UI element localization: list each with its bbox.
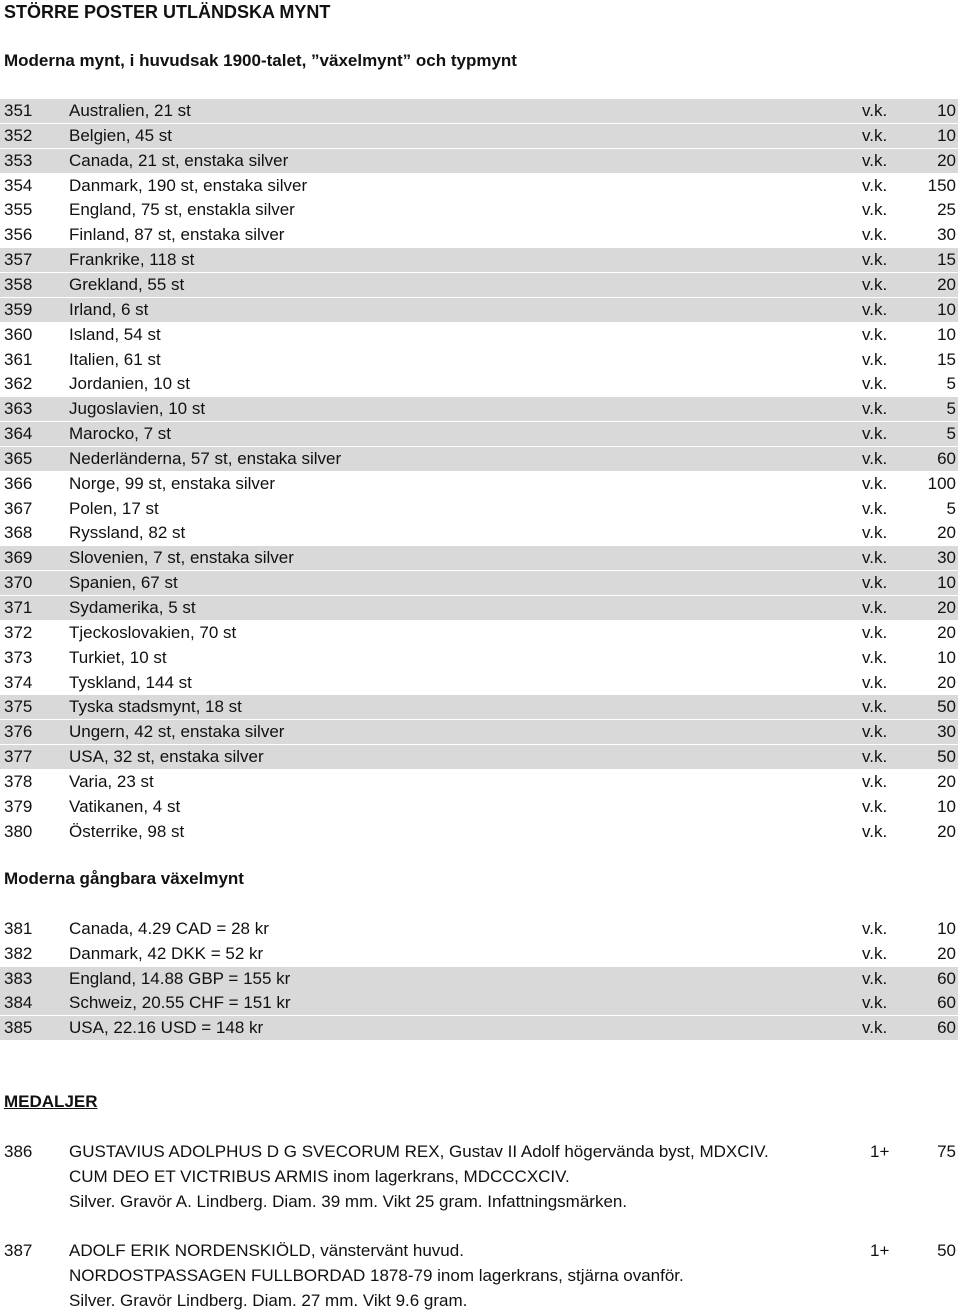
- lot-value: 10: [937, 796, 956, 816]
- medal-lot: [0, 1139, 958, 1214]
- lot-value: 150: [927, 175, 956, 195]
- lot-row: [0, 472, 958, 496]
- lot-value: 20: [937, 274, 956, 294]
- lot-number: 366: [4, 473, 33, 493]
- lot-grade: v.k.: [862, 498, 888, 518]
- lot-number: 365: [4, 448, 33, 468]
- section-title-modern-coins: Moderna mynt, i huvudsak 1900-talet, ”växelmynt” och typmynt: [4, 51, 517, 70]
- description-line: ADOLF ERIK NORDENSKIÖLD, vänstervänt huvud.: [69, 1241, 464, 1260]
- lot-grade: v.k.: [862, 943, 888, 963]
- lot-value: 20: [937, 943, 956, 963]
- description-line: GUSTAVIUS ADOLPHUS D G SVECORUM REX, Gustav II Adolf högervända byst, MDXCIV.: [69, 1142, 769, 1161]
- lot-row: [0, 720, 958, 744]
- lot-value: 30: [937, 548, 956, 568]
- lot-value: 100: [927, 473, 956, 493]
- lot-description: Australien, 21 st: [69, 101, 191, 120]
- lot-description: Jordanien, 10 st: [69, 374, 190, 394]
- lot-row: [0, 770, 958, 794]
- lot-row: [0, 223, 958, 247]
- lot-grade: v.k.: [862, 101, 888, 120]
- lot-row: [0, 348, 958, 372]
- lot-row: [0, 149, 958, 173]
- lot-description: Polen, 17 st: [69, 498, 159, 518]
- lot-row: [0, 497, 958, 521]
- lot-description: Tyska stadsmynt, 18 st: [69, 697, 242, 717]
- lot-grade: v.k.: [862, 250, 888, 270]
- lot-number: 383: [4, 968, 33, 988]
- lot-description: Tyskland, 144 st: [69, 672, 192, 692]
- lot-description: Jugoslavien, 10 st: [69, 399, 206, 419]
- lot-row: [0, 917, 958, 941]
- lot-row: [0, 323, 958, 347]
- lot-grade: v.k.: [862, 299, 888, 319]
- lot-number: 354: [4, 175, 33, 195]
- lot-value: 50: [937, 747, 956, 767]
- lot-grade: v.k.: [862, 1018, 888, 1038]
- lot-grade: v.k.: [862, 771, 888, 791]
- lot-grade: v.k.: [862, 274, 888, 294]
- lot-number: 376: [4, 722, 33, 742]
- lot-value: 60: [937, 968, 956, 988]
- lot-number: 363: [4, 399, 33, 419]
- lot-description: Vatikanen, 4 st: [69, 796, 181, 816]
- lot-value: 20: [937, 150, 956, 170]
- lot-grade: v.k.: [862, 399, 888, 419]
- lot-row: [0, 991, 958, 1015]
- lot-description: Italien, 61 st: [69, 349, 161, 369]
- lot-description: England, 14.88 GBP = 155 kr: [69, 968, 291, 988]
- lot-number: 384: [4, 993, 33, 1013]
- lot-number: 368: [4, 523, 33, 543]
- description-line: Silver. Gravör A. Lindberg. Diam. 39 mm. Vikt 25 gram. Infattningsmärken.: [69, 1192, 628, 1211]
- lot-value: 75: [937, 1142, 956, 1161]
- lot-number: 358: [4, 274, 33, 294]
- lot-description: Island, 54 st: [69, 324, 161, 344]
- lot-number: 379: [4, 796, 33, 816]
- lot-grade: v.k.: [862, 672, 888, 692]
- lot-row: [0, 273, 958, 297]
- lot-row: [0, 596, 958, 620]
- lot-value: 5: [946, 424, 956, 444]
- lot-row: [0, 397, 958, 421]
- lot-row: [0, 646, 958, 670]
- lot-number: 355: [4, 200, 33, 220]
- lot-number: 359: [4, 299, 33, 319]
- section-title-medals: MEDALJER: [4, 1092, 98, 1111]
- lot-row: [0, 621, 958, 645]
- section-title-circulating-coins: Moderna gångbara växelmynt: [4, 869, 244, 888]
- lot-grade: v.k.: [862, 821, 888, 841]
- lot-row: [0, 671, 958, 695]
- lot-grade: v.k.: [862, 747, 888, 767]
- lot-value: 20: [937, 672, 956, 692]
- lot-row: [0, 124, 958, 148]
- lot-grade: v.k.: [862, 548, 888, 568]
- lot-value: 10: [937, 919, 956, 938]
- lot-description: Tjeckoslovakien, 70 st: [69, 622, 237, 642]
- lot-description: Varia, 23 st: [69, 771, 154, 791]
- lot-row: [0, 198, 958, 222]
- lot-value: 25: [937, 200, 956, 220]
- lot-grade: v.k.: [862, 523, 888, 543]
- lot-description: Belgien, 45 st: [69, 125, 173, 145]
- lot-value: 20: [937, 771, 956, 791]
- lot-number: 373: [4, 647, 33, 667]
- lot-grade: v.k.: [862, 993, 888, 1013]
- lot-number: 352: [4, 125, 33, 145]
- lot-description: USA, 32 st, enstaka silver: [69, 747, 264, 767]
- lot-grade: v.k.: [862, 968, 888, 988]
- lot-number: 381: [4, 919, 33, 938]
- lot-number: 357: [4, 250, 33, 270]
- lot-number: 364: [4, 424, 33, 444]
- lot-grade: v.k.: [862, 796, 888, 816]
- description-line: CUM DEO ET VICTRIBUS ARMIS inom lagerkrans, MDCCCXCIV.: [69, 1167, 570, 1186]
- lot-description: USA, 22.16 USD = 148 kr: [69, 1018, 264, 1038]
- lot-grade: v.k.: [862, 697, 888, 717]
- lot-number: 369: [4, 548, 33, 568]
- lot-description: Frankrike, 118 st: [69, 250, 195, 270]
- lot-value: 20: [937, 598, 956, 617]
- lot-value: 15: [937, 349, 956, 369]
- lot-description: Danmark, 190 st, enstaka silver: [69, 175, 308, 195]
- lot-number: 351: [4, 101, 33, 120]
- lot-grade: v.k.: [862, 225, 888, 245]
- lot-number: 387: [4, 1241, 33, 1260]
- lot-description: Irland, 6 st: [69, 299, 149, 319]
- lot-row: [0, 795, 958, 819]
- lot-number: 356: [4, 225, 33, 245]
- lot-number: 380: [4, 821, 33, 841]
- lot-description: Canada, 21 st, enstaka silver: [69, 150, 289, 170]
- lot-value: 10: [937, 647, 956, 667]
- lot-description: Canada, 4.29 CAD = 28 kr: [69, 919, 269, 938]
- medal-lot: [0, 1238, 958, 1313]
- lot-value: 15: [937, 250, 956, 270]
- lot-description: Danmark, 42 DKK = 52 kr: [69, 943, 264, 963]
- lot-row: [0, 1016, 958, 1040]
- lot-grade: v.k.: [862, 722, 888, 742]
- lot-number: 372: [4, 622, 33, 642]
- lot-description: Sydamerika, 5 st: [69, 598, 196, 617]
- lot-row: [0, 571, 958, 595]
- lot-description: Österrike, 98 st: [69, 821, 185, 841]
- lot-row: [0, 422, 958, 446]
- page-heading: STÖRRE POSTER UTLÄNDSKA MYNT: [4, 2, 331, 22]
- lot-row: [0, 372, 958, 396]
- lot-number: 375: [4, 697, 33, 717]
- lot-grade: v.k.: [862, 473, 888, 493]
- lot-grade: v.k.: [862, 324, 888, 344]
- lot-row: [0, 99, 958, 123]
- lot-grade: v.k.: [862, 573, 888, 593]
- lot-value: 20: [937, 523, 956, 543]
- lot-value: 10: [937, 299, 956, 319]
- lot-value: 60: [937, 448, 956, 468]
- lot-value: 30: [937, 722, 956, 742]
- lot-grade: v.k.: [862, 448, 888, 468]
- medal-description: [69, 1139, 769, 1214]
- lot-number: 382: [4, 943, 33, 963]
- lot-grade: v.k.: [862, 150, 888, 170]
- lot-number: 377: [4, 747, 33, 767]
- lot-grade: v.k.: [862, 200, 888, 220]
- lot-grade: v.k.: [862, 919, 888, 938]
- lot-description: Finland, 87 st, enstaka silver: [69, 225, 285, 245]
- lot-number: 362: [4, 374, 33, 394]
- lot-number: 378: [4, 771, 33, 791]
- lot-grade: v.k.: [862, 622, 888, 642]
- lot-description: Turkiet, 10 st: [69, 647, 167, 667]
- lot-row: [0, 820, 958, 844]
- lot-value: 10: [937, 101, 956, 120]
- lot-value: 50: [937, 697, 956, 717]
- lot-value: 30: [937, 225, 956, 245]
- lot-grade: v.k.: [862, 598, 888, 617]
- lot-description: Norge, 99 st, enstaka silver: [69, 473, 275, 493]
- lot-value: 5: [946, 374, 956, 394]
- lot-grade: v.k.: [862, 349, 888, 369]
- lot-number: 374: [4, 672, 33, 692]
- lot-row: [0, 521, 958, 545]
- lot-row: [0, 447, 958, 471]
- lot-value: 10: [937, 573, 956, 593]
- lot-value: 10: [937, 324, 956, 344]
- lot-row: [0, 298, 958, 322]
- lot-description: Ryssland, 82 st: [69, 523, 186, 543]
- lot-row: [0, 942, 958, 966]
- lot-grade: v.k.: [862, 647, 888, 667]
- medal-description: [69, 1238, 684, 1313]
- lot-number: 367: [4, 498, 33, 518]
- lot-row: [0, 745, 958, 769]
- description-line: NORDOSTPASSAGEN FULLBORDAD 1878-79 inom lagerkrans, stjärna ovanför.: [69, 1266, 684, 1285]
- lot-description: Spanien, 67 st: [69, 573, 178, 593]
- lot-description: Marocko, 7 st: [69, 424, 172, 444]
- lot-grade: 1+: [870, 1241, 890, 1260]
- lot-description: Schweiz, 20.55 CHF = 151 kr: [69, 993, 291, 1013]
- lot-row: [0, 546, 958, 570]
- lot-grade: v.k.: [862, 175, 888, 195]
- lot-description: Ungern, 42 st, enstaka silver: [69, 722, 285, 742]
- lot-row: [0, 967, 958, 991]
- lot-grade: 1+: [870, 1142, 890, 1161]
- lot-number: 385: [4, 1018, 33, 1038]
- lot-grade: v.k.: [862, 374, 888, 394]
- lot-number: 360: [4, 324, 33, 344]
- lot-grade: v.k.: [862, 125, 888, 145]
- lot-value: 60: [937, 993, 956, 1013]
- lot-number: 353: [4, 150, 33, 170]
- lot-value: 60: [937, 1018, 956, 1038]
- description-line: Silver. Gravör Lindberg. Diam. 27 mm. Vikt 9.6 gram.: [69, 1291, 468, 1310]
- lot-row: [0, 174, 958, 198]
- lot-value: 10: [937, 125, 956, 145]
- lot-value: 5: [946, 399, 956, 419]
- lot-description: Grekland, 55 st: [69, 274, 185, 294]
- lot-description: Nederländerna, 57 st, enstaka silver: [69, 448, 342, 468]
- lot-value: 20: [937, 622, 956, 642]
- lot-number: 361: [4, 349, 33, 369]
- lot-value: 20: [937, 821, 956, 841]
- lot-row: [0, 248, 958, 272]
- lot-row: [0, 695, 958, 719]
- lot-number: 370: [4, 573, 33, 593]
- lot-number: 386: [4, 1142, 33, 1161]
- lot-value: 50: [937, 1241, 956, 1260]
- lot-description: England, 75 st, enstakla silver: [69, 200, 295, 220]
- lot-grade: v.k.: [862, 424, 888, 444]
- lot-number: 371: [4, 598, 33, 617]
- lot-description: Slovenien, 7 st, enstaka silver: [69, 548, 294, 568]
- lot-value: 5: [946, 498, 956, 518]
